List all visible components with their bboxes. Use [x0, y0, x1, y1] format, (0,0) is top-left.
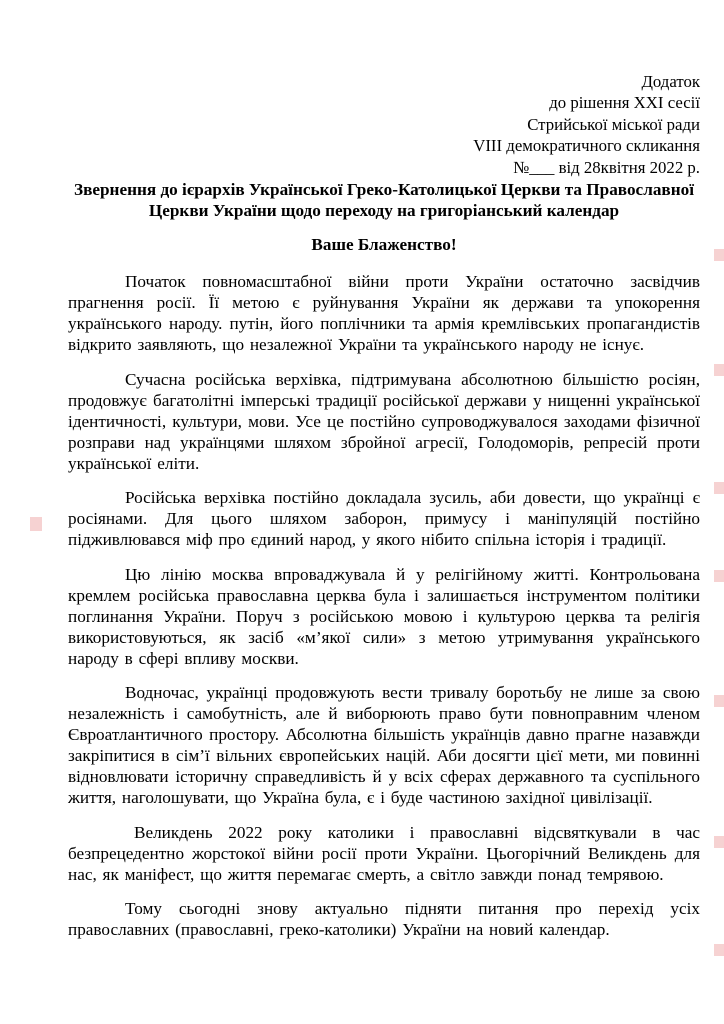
- annotation-mark: [714, 249, 724, 261]
- paragraph-2: Сучасна російська верхівка, підтримувана абсолютною більшістю росіян, продовжує багатолітні імперські традиції російської держави у нищенні української ідентичності, культури, мови. Усе це постійно супроводжувалося заходами фізичної розправи над українцями шляхом збройної агресії, Голодоморів, репресій проти української еліти.: [68, 369, 700, 473]
- header-line-convocation: VIII демократичного скликання: [473, 136, 700, 156]
- paragraph-5: Водночас, українці продовжують вести тривалу боротьбу не лише за свою незалежність і самобутність, але й виборюють право бути повноправним членом Євроатлантичного простору. Абсолютна більшість українців давно прагне назавжди закріпитися в сім’ї вільних європейських націй. Аби досягти цієї мети, ми повинні відновлювати історичну справедливість й у всіх сферах державного та суспільного життя, наголошувати, що Україна була, є і буде частиною західної цивілізації.: [68, 683, 700, 808]
- annotation-mark: [714, 944, 724, 956]
- header-block: [68, 71, 700, 178]
- header-line-appendix: Додаток: [641, 72, 700, 91]
- header-line-decision: до рішення XXI сесії: [549, 93, 700, 113]
- header-line-council: Стрийської міської ради: [527, 114, 700, 134]
- annotation-mark: [714, 836, 724, 848]
- document-title: Звернення до ієрархів Української Греко-Католицької Церкви та Православної Церкви України щодо переходу на григоріанський календар: [74, 180, 694, 221]
- annotation-mark: [714, 695, 724, 707]
- annotation-mark: [714, 570, 724, 582]
- paragraph-3: Російська верхівка постійно докладала зусиль, аби довести, що українці є росіянами. Для цього шляхом заборон, примусу і маніпуляцій постійно підживлювався міф про єдиний народ, у якого нібито спільна історія і традиції.: [68, 488, 700, 550]
- paragraph-7: Тому сьогодні знову актуально підняти питання про перехід усіх православних (православні, греко-католики) України на новий календар.: [68, 899, 700, 940]
- header-line-number-date: №___ від 28квітня 2022 р.: [513, 157, 700, 177]
- paragraph-6: Великдень 2022 року католики і православні відсвяткували в час безпрецедентно жорстокої війни росії проти України. Цьогорічний Великдень для нас, як маніфест, що життя перемагає смерть, а світло завжди понад темрявою.: [68, 822, 700, 884]
- annotation-mark: [30, 517, 42, 531]
- annotation-mark: [714, 364, 724, 376]
- annotation-mark: [714, 482, 724, 494]
- paragraph-1: Початок повномасштабної війни проти України остаточно засвідчив прагнення росії. Її метою є руйнування України як держави та упокорення українського народу. путін, його поплічники та армія кремлівських пропагандистів відкрито заявляють, що незалежної України та українського народу не існує.: [68, 272, 700, 355]
- salutation: Ваше Блаженство!: [311, 235, 457, 255]
- paragraph-4: Цю лінію москва впроваджувала й у релігійному житті. Контрольована кремлем російська православна церква була і залишається інструментом політики поглинання України. Поруч з російською мовою і культурою церква та релігія використовуються, як засіб «м’якої сили» з метою утримування українського народу в сфері впливу москви.: [68, 564, 700, 668]
